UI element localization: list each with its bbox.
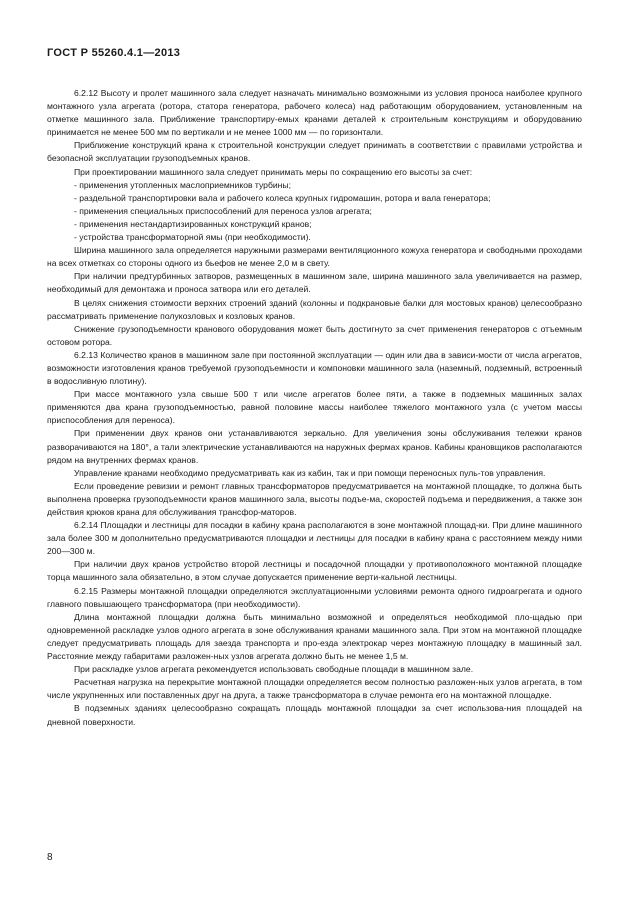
- paragraph: 6.2.15 Размеры монтажной площадки определяются эксплуатационными условиями ремонта одного гидроагрегата и одного главного повышающего трансформатора (при необходимости).: [47, 585, 582, 609]
- list-item: - применения утопленных маслоприемников турбины;: [74, 179, 291, 190]
- paragraph: При применении двух кранов они устанавливаются зеркально. Для увеличения зоны обслуживания тележки кранов разворачиваются на 180°, а тали электрические устанавливаются на наружных фермах кранов. Кабины крановщиков располагаются рядом на внутренних фермах кранов.: [47, 428, 582, 465]
- paragraph: При массе монтажного узла свыше 500 т или числе агрегатов более пяти, а также в подземных машинных залах применяются два крана грузоподъемностью, равной половине массы наиболее тяжелого монтажного узла (с учетом массы приспособления для переноса).: [47, 389, 582, 426]
- paragraph: 6.2.14 Площадки и лестницы для посадки в кабину крана располагаются в зоне монтажной площад-ки. При длине машинного зала более 300 м дополнительно предусматриваются площадки и лестницы для посадки в кабину крана с расстоянием между ними 200—300 м.: [47, 520, 582, 557]
- paragraph: 6.2.13 Количество кранов в машинном зале при постоянной эксплуатации — один или два в зависи-мости от числа агрегатов, возможности изготовления кранов требуемой грузоподъемности и компоновки машинного зала (наземный, подземный, встроенный в водосливную плотину).: [47, 349, 582, 387]
- paragraph: При проектировании машинного зала следует принимать меры по сокращению его высоты за счет:: [74, 166, 473, 177]
- paragraph: Расчетная нагрузка на перекрытие монтажной площадки определяется весом полностью разложен-ных узлов агрегата, в том числе укрупненных или поставленных друг на друга, а также трансформатора в случае ремонта его на монтажной площадке.: [47, 677, 582, 701]
- paragraph: Ширина машинного зала определяется наружными размерами вентиляционного кожуха генератора и свободными проходами на всех отметках со стороны одного из бьефов не менее 2,0 м в свету.: [47, 245, 582, 269]
- paragraph: 6.2.12 Высоту и пролет машинного зала следует назначать минимально возможными из условия проноса наиболее крупного монтажного узла агрегата (ротора, статора генератора, рабочего колеса) над работающим оборудованием, установленным на отметке машинного зала. Приближение транспортиру-емых кранами деталей к строительным конструкциям и оборудованию принимается не менее 500 мм по вертикали и не менее 1000 мм — по горизонтали.: [47, 88, 582, 138]
- paragraph: Длина монтажной площадки должна быть минимально возможной и определяться необходимой пло-щадью при одновременной раскладке узлов одного агрегата в зоне обслуживания кранами машинного зала. При этом на монтажной площадке следует предусматривать площадь для заезда транспорта и про-езда электрокар через монтажную площадку в машинный зал. Расстояние между габаритами разложен-ных узлов агрегата должно быть не менее 1,5 м.: [47, 611, 582, 662]
- paragraph: В подземных зданиях целесообразно сокращать площадь монтажной площадки за счет использова-ния площадей на дневной поверхности.: [47, 703, 582, 727]
- paragraph: Если проведение ревизии и ремонт главных трансформаторов предусматривается на монтажной площадке, то должна быть выполнена проверка грузоподъемности кранов машинного зала, высоты подъе-ма, скоростей подъема и передвижения, а также зон действия крюков крана для обслуживания трансфор-маторов.: [47, 480, 582, 517]
- document-body: [47, 87, 582, 729]
- paragraph: Снижение грузоподъемности кранового оборудования может быть достигнуто за счет применения генераторов с отъемным остовом ротора.: [47, 323, 582, 347]
- list-item: - устройства трансформаторной ямы (при необходимости).: [74, 232, 311, 243]
- paragraph: При наличии двух кранов устройство второй лестницы и посадочной площадки у противоположного монтажной площадке торца машинного зала обязательно, в этом случае допускается применение верти-кальной лестницы.: [47, 559, 582, 583]
- paragraph: При наличии предтурбинных затворов, размещенных в машинном зале, ширина машинного зала увеличивается на размер, необходимый для демонтажа и проноса затвора или его деталей.: [47, 271, 582, 295]
- paragraph: Управление кранами необходимо предусматривать как из кабин, так и при помощи переносных пуль-тов управления.: [74, 467, 546, 478]
- list-item: - раздельной транспортировки вала и рабочего колеса крупных гидромашин, ротора и вала генератора;: [74, 192, 491, 203]
- paragraph: Приближение конструкций крана к строительной конструкции следует принимать в соответствии с правилами устройства и безопасной эксплуатации грузоподъемных кранов.: [47, 140, 582, 164]
- list-item: - применения специальных приспособлений для переноса узлов агрегата;: [74, 205, 372, 216]
- paragraph: При раскладке узлов агрегата рекомендуется использовать свободные площади в машинном зале.: [74, 664, 474, 675]
- page-number: 8: [47, 852, 53, 863]
- list-item: - применения нестандартизированных конструкций кранов;: [74, 218, 312, 229]
- document-header: ГОСТ Р 55260.4.1—2013: [47, 47, 181, 59]
- paragraph: В целях снижения стоимости верхних строений зданий (колонны и подкрановые балки для мостовых кранов) целесообразно рассматривать применение полукозловых и козловых кранов.: [47, 297, 582, 321]
